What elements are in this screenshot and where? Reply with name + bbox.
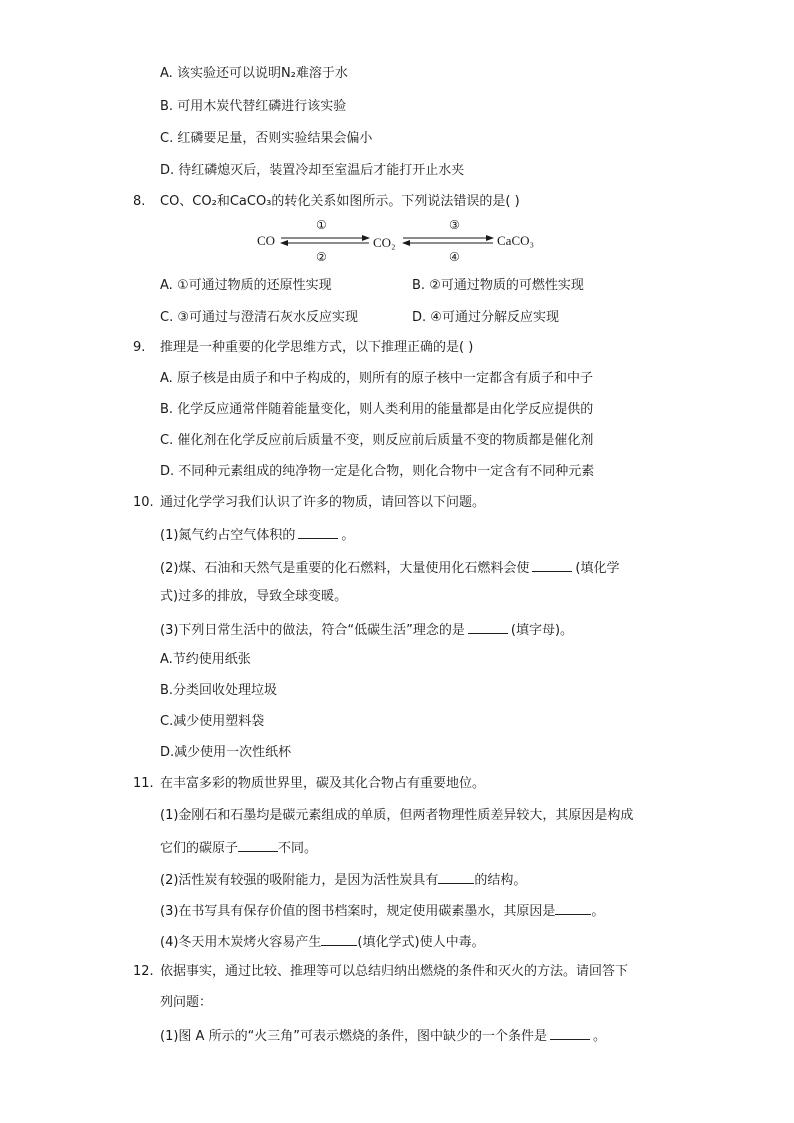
q8-option-d: D. ④可通过分解反应实现 bbox=[412, 310, 559, 325]
q8-stem: CO、CO₂和CaCO₃的转化关系如图所示。下列说法错误的是( ) bbox=[160, 194, 520, 209]
q10-choice-d: D.减少使用一次性纸杯 bbox=[160, 745, 292, 760]
q7-option-d: D. 待红磷熄灭后，装置冷却至室温后才能打开止水夹 bbox=[160, 163, 465, 178]
q8-number: 8. bbox=[133, 194, 146, 209]
q11-part-3: (3)在书写具有保存价值的图书档案时，规定使用碳素墨水，其原因是 。 bbox=[160, 900, 604, 922]
reaction-arrows bbox=[255, 218, 545, 268]
q11-number: 11. bbox=[133, 776, 154, 791]
q11-part-1: (1)金刚石和石墨均是碳元素组成的单质，但两者物理性质差异较大，其原因是构成 bbox=[160, 808, 634, 823]
answer-blank[interactable] bbox=[238, 837, 278, 852]
answer-blank[interactable] bbox=[550, 1025, 590, 1040]
answer-blank[interactable] bbox=[532, 557, 572, 572]
q8-option-b: B. ②可通过物质的可燃性实现 bbox=[412, 278, 584, 293]
q11-stem: 在丰富多彩的物质世界里，碳及其化合物占有重要地位。 bbox=[160, 776, 486, 791]
answer-blank[interactable] bbox=[298, 524, 338, 539]
arrow-1-label: ① bbox=[316, 218, 327, 232]
q9-option-b: B. 化学反应通常伴随着能量变化，则人类利用的能量都是由化学反应提供的 bbox=[160, 402, 594, 417]
q8-conversion-diagram bbox=[255, 218, 545, 268]
arrow-2-label: ② bbox=[316, 250, 327, 264]
q12-stem-cont: 列问题： bbox=[160, 995, 213, 1010]
q7-option-c: C. 红磷要足量，否则实验结果会偏小 bbox=[160, 131, 373, 146]
q9-option-d: D. 不同种元素组成的纯净物一定是化合物，则化合物中一定含有不同种元素 bbox=[160, 464, 595, 479]
q11-part-4: (4)冬天用木炭烤火容易产生 (填化学式)使人中毒。 bbox=[160, 931, 485, 953]
q11-part-1-cont: 它们的碳原子 不同。 bbox=[160, 837, 317, 859]
q9-option-a: A. 原子核是由质子和中子构成的，则所有的原子核中一定都含有质子和中子 bbox=[160, 371, 593, 386]
q12-stem: 依据事实，通过比较、推理等可以总结归纳出燃烧的条件和灭火的方法。请回答下 bbox=[160, 964, 629, 979]
q10-part-3: (3)下列日常生活中的做法，符合“低碳生活”理念的是 (填字母)。 bbox=[160, 619, 573, 641]
q8-option-a: A. ①可通过物质的还原性实现 bbox=[160, 278, 332, 293]
q11-part-2: (2)活性炭有较强的吸附能力，是因为活性炭具有 的结构。 bbox=[160, 869, 526, 891]
q10-number: 10. bbox=[133, 495, 154, 510]
q12-number: 12. bbox=[133, 964, 154, 979]
q9-number: 9. bbox=[133, 340, 146, 355]
q7-option-b: B. 可用木炭代替红磷进行该实验 bbox=[160, 99, 347, 114]
q10-choice-c: C.减少使用塑料袋 bbox=[160, 714, 265, 729]
arrow-4-label: ④ bbox=[449, 250, 460, 264]
q10-choice-b: B.分类回收处理垃圾 bbox=[160, 683, 278, 698]
co-label: CO bbox=[257, 233, 276, 248]
q9-option-c: C. 催化剂在化学反应前后质量不变，则反应前后质量不变的物质都是催化剂 bbox=[160, 433, 594, 448]
q10-stem: 通过化学学习我们认识了许多的物质，请回答以下问题。 bbox=[160, 495, 486, 510]
q8-option-c: C. ③可通过与澄清石灰水反应实现 bbox=[160, 310, 359, 325]
co2-label: CO₂ bbox=[373, 235, 396, 250]
q10-part-1: (1)氮气约占空气体积的 。 bbox=[160, 524, 354, 546]
answer-blank[interactable] bbox=[321, 931, 357, 946]
q7-option-a: A. 该实验还可以说明N₂难溶于水 bbox=[160, 66, 348, 81]
answer-blank[interactable] bbox=[555, 900, 591, 915]
q10-part-2: (2)煤、石油和天然气是重要的化石燃料，大量使用化石燃料会使 (填化学 bbox=[160, 557, 620, 579]
q10-choice-a: A.节约使用纸张 bbox=[160, 652, 251, 667]
q9-stem: 推理是一种重要的化学思维方式，以下推理正确的是( ) bbox=[160, 340, 474, 355]
answer-blank[interactable] bbox=[438, 869, 474, 884]
answer-blank[interactable] bbox=[468, 619, 508, 634]
q12-part-1: (1)图 A 所示的“火三角”可表示燃烧的条件，图中缺少的一个条件是 。 bbox=[160, 1025, 606, 1047]
arrow-3-label: ③ bbox=[449, 218, 460, 232]
q10-part-2-cont: 式)过多的排放，导致全球变暖。 bbox=[160, 589, 348, 604]
caco3-label: CaCO₃ bbox=[497, 233, 535, 248]
